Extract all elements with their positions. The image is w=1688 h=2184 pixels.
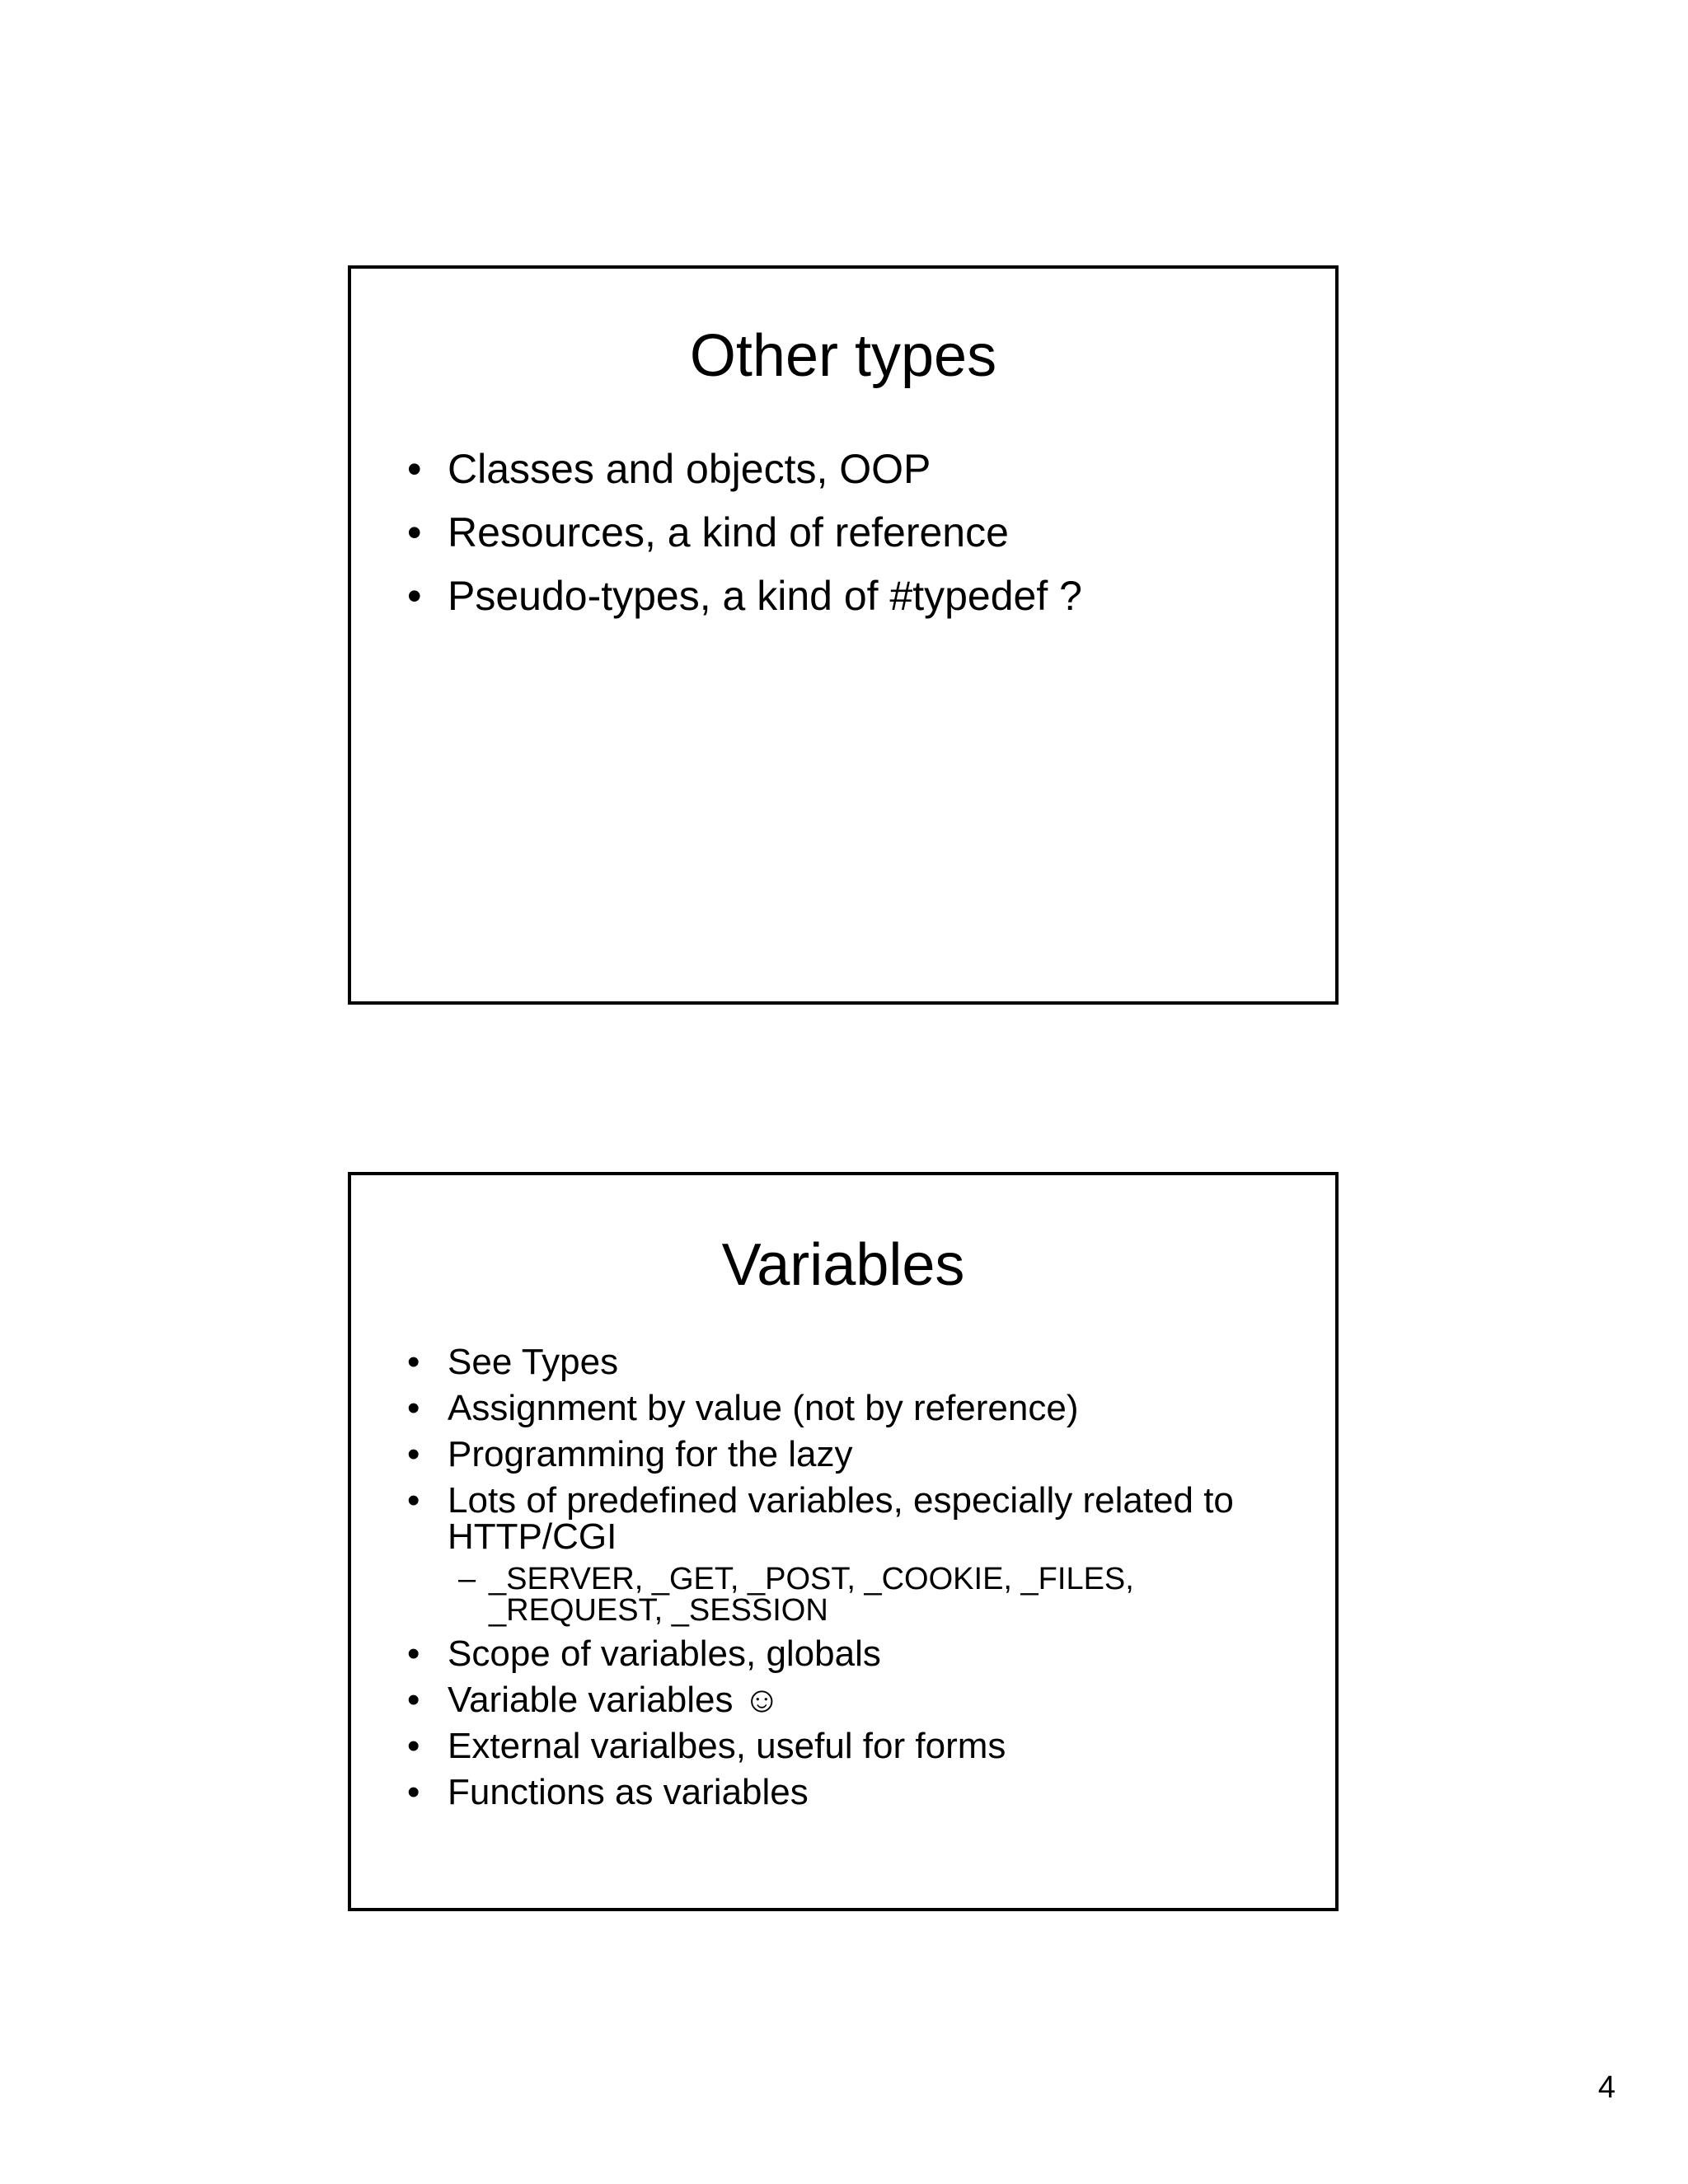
bullet-item: • Pseudo-types, a kind of #typedef ? — [407, 572, 1269, 620]
bullet-item: • Scope of variables, globals — [407, 1636, 1269, 1672]
bullet-text: Lots of predefined variables, especially related to HTTP/CGI — [448, 1480, 1234, 1557]
bullet-item: • Programming for the lazy — [407, 1436, 1269, 1473]
bullet-item: • External varialbes, useful for forms — [407, 1728, 1269, 1765]
bullet-list — [407, 445, 1269, 635]
slide-title: Other types — [689, 323, 997, 389]
slide-other-types — [348, 265, 1339, 1005]
sub-bullet-list — [448, 1563, 1269, 1626]
sub-bullet-item: – _SERVER, _GET, _POST, _COOKIE, _FILES, _REQUEST, _SESSION — [458, 1563, 1269, 1626]
bullet-item: • Variable variables ☺ — [407, 1682, 1269, 1718]
bullet-item: • Classes and objects, OOP — [407, 445, 1269, 493]
bullet-list — [407, 1344, 1269, 1821]
bullet-item: • Resources, a kind of reference — [407, 509, 1269, 556]
bullet-item: • Assignment by value (not by reference) — [407, 1390, 1269, 1427]
page-number: 4 — [1597, 2070, 1615, 2105]
slide-variables — [348, 1172, 1339, 1911]
bullet-item-with-sublist — [407, 1480, 1269, 1628]
slide-title: Variables — [721, 1232, 965, 1298]
bullet-item: • See Types — [407, 1344, 1269, 1380]
bullet-item: • Functions as variables — [407, 1774, 1269, 1811]
